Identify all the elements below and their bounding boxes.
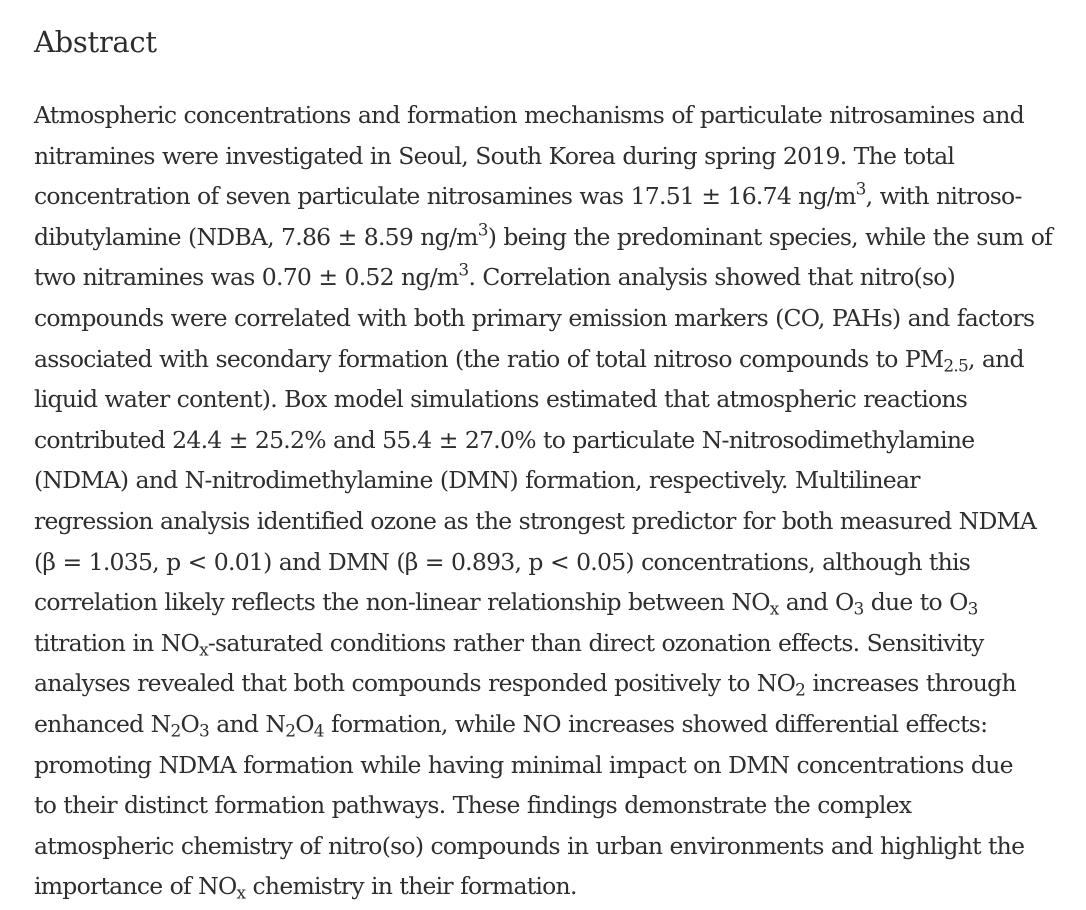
abstract-line [34, 298, 1074, 339]
abstract-text: ) being the predominant species, while the sum of [487, 222, 1053, 251]
abstract-text: two nitramines was 0.70 ± 0.52 ng/m [34, 263, 459, 292]
subscript-text: 3 [853, 598, 864, 619]
subscript-text: 3 [199, 720, 210, 741]
abstract-line [34, 745, 1074, 786]
abstract-text: O [295, 709, 314, 738]
abstract-line [34, 95, 1074, 136]
abstract-text: , with nitroso- [865, 182, 1022, 211]
abstract-text: , and [967, 344, 1024, 373]
abstract-text: promoting NDMA formation while having minimal impact on DMN concentrations due [34, 750, 1013, 779]
abstract-text: associated with secondary formation (the ratio of total nitroso compounds to PM [34, 344, 944, 373]
abstract-text: due to O [863, 588, 968, 617]
abstract-line [34, 460, 1074, 501]
abstract-text: Atmospheric concentrations and formation mechanisms of particulate nitrosamines and [34, 101, 1024, 129]
abstract-text: concentration of seven particulate nitrosamines was 17.51 ± 16.74 ng/m [34, 182, 856, 211]
abstract-text: nitramines were investigated in Seoul, South Korea during spring 2019. The total [34, 141, 955, 170]
superscript-text: 3 [458, 260, 469, 281]
abstract-line [34, 704, 1074, 745]
abstract-text: and N [209, 709, 286, 738]
abstract-text: to their distinct formation pathways. These findings demonstrate the complex [34, 791, 912, 820]
abstract-text: (β = 1.035, p < 0.01) and DMN (β = 0.893, p < 0.05) concentrations, although this [34, 547, 971, 576]
abstract-text: enhanced N [34, 709, 171, 738]
subscript-text: 2.5 [943, 355, 968, 376]
abstract-line [34, 785, 1074, 826]
subscript-text: 3 [967, 598, 978, 619]
subscript-text: x [236, 883, 246, 904]
abstract-text: contributed 24.4 ± 25.2% and 55.4 ± 27.0% to particulate N-nitrosodimethylamine [34, 425, 975, 454]
abstract-text: increases through [805, 669, 1016, 698]
subscript-text: 2 [795, 680, 806, 701]
abstract-line [34, 339, 1074, 380]
abstract-line [34, 257, 1074, 298]
abstract-line [34, 501, 1074, 542]
abstract-text: titration in NO [34, 628, 200, 657]
superscript-text: 3 [477, 219, 488, 240]
abstract-line [34, 176, 1074, 217]
subscript-text: 4 [313, 720, 324, 741]
abstract-body [34, 95, 1074, 907]
abstract-line [34, 217, 1074, 258]
abstract-text: formation, while NO increases showed differential effects: [323, 709, 988, 738]
abstract-section [34, 20, 1074, 904]
abstract-text: importance of NO [34, 872, 237, 901]
abstract-text: (NDMA) and N-nitrodimethylamine (DMN) formation, respectively. Multilinear [34, 466, 920, 495]
abstract-text: compounds were correlated with both primary emission markers (CO, PAHs) and factors [34, 303, 1035, 332]
abstract-text: liquid water content). Box model simulations estimated that atmospheric reactions [34, 385, 968, 414]
abstract-line [34, 866, 1074, 907]
abstract-text: -saturated conditions rather than direct ozonation effects. Sensitivity [207, 628, 984, 657]
subscript-text: x [199, 639, 208, 660]
abstract-text: and O [778, 588, 854, 617]
abstract-text: analyses revealed that both compounds responded positively to NO [34, 669, 796, 698]
abstract-line [34, 623, 1074, 664]
abstract-text: O [180, 709, 200, 738]
abstract-text: atmospheric chemistry of nitro(so) compounds in urban environments and highlight the [34, 831, 1025, 860]
abstract-line [34, 826, 1074, 867]
abstract-text: . Correlation analysis showed that nitro(so) [468, 263, 956, 292]
subscript-text: 2 [170, 720, 181, 741]
abstract-text: chemistry in their formation. [245, 872, 577, 901]
superscript-text: 3 [855, 178, 866, 199]
abstract-text: regression analysis identified ozone as the strongest predictor for both measured NDMA [34, 506, 1037, 535]
abstract-heading: Abstract [34, 25, 157, 59]
abstract-line [34, 663, 1074, 704]
subscript-text: x [769, 598, 779, 619]
abstract-line [34, 379, 1074, 420]
abstract-line [34, 542, 1074, 583]
abstract-text: correlation likely reflects the non-linear relationship between NO [34, 588, 770, 617]
abstract-line [34, 420, 1074, 461]
subscript-text: 2 [285, 720, 296, 741]
abstract-line [34, 582, 1074, 623]
abstract-text: dibutylamine (NDBA, 7.86 ± 8.59 ng/m [34, 222, 478, 251]
abstract-line [34, 136, 1074, 177]
